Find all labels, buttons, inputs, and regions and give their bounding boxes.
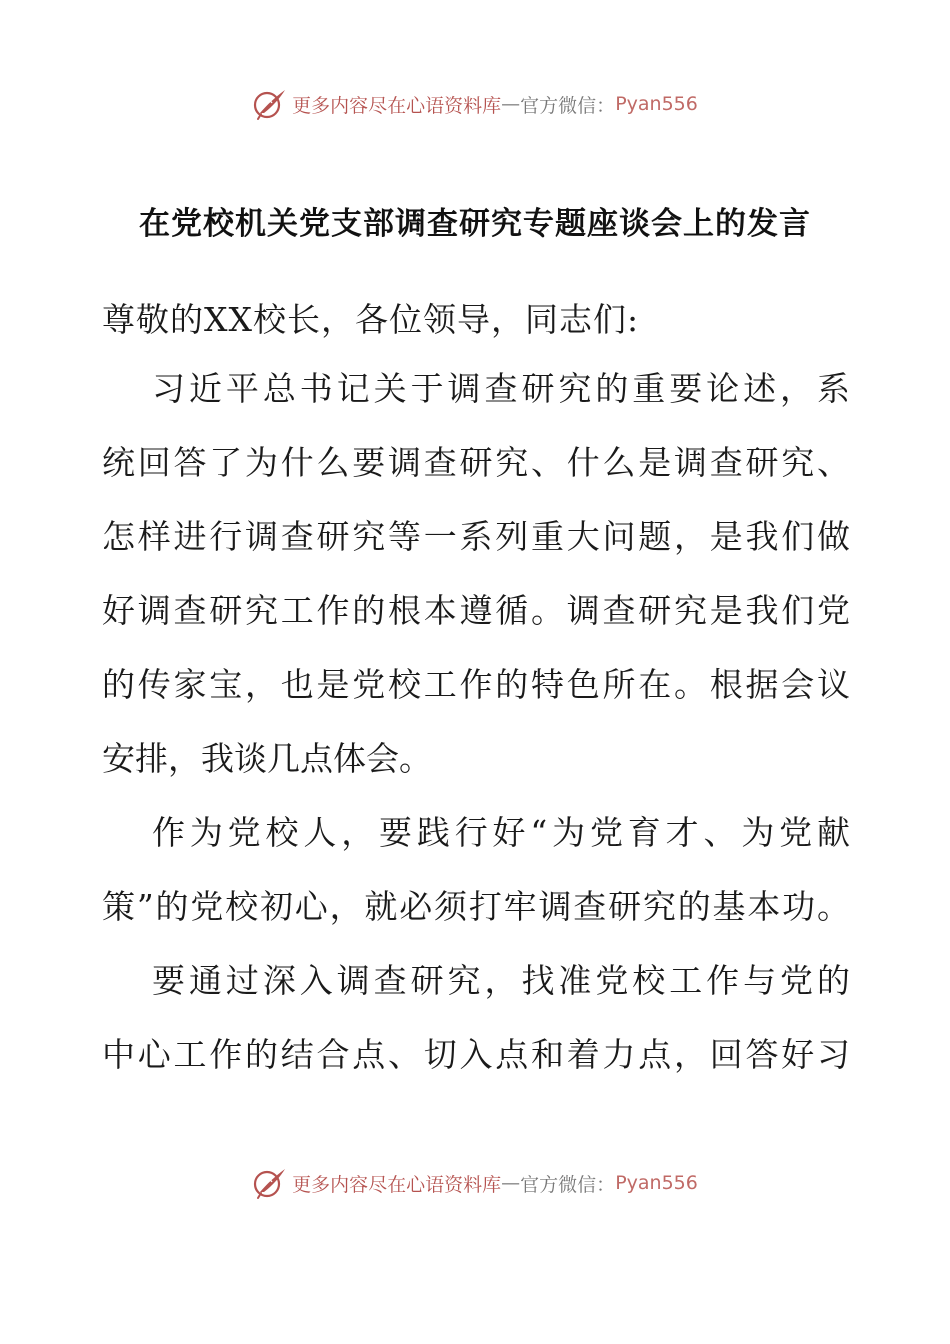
header-banner — [0, 82, 950, 126]
document-title: 在党校机关党支部调查研究专题座谈会上的发言 — [139, 206, 811, 242]
footer-banner — [0, 1161, 950, 1205]
banner-text: 更多内容尽在心语资料库 — [292, 1173, 502, 1196]
header-banner-content — [252, 82, 698, 126]
document-body — [102, 352, 850, 1092]
body-line: 好调查研究工作的根本遵循。调查研究是我们党 — [102, 591, 850, 630]
banner-wechat-id: Pyan556 — [615, 93, 698, 115]
banner-wechat-id: Pyan556 — [615, 1172, 698, 1194]
banner-label: 官方微信： — [520, 94, 616, 117]
body-line: 要通过深入调查研究，找准党校工作与党的 — [152, 961, 850, 1000]
quill-pen-logo-icon — [252, 86, 288, 122]
body-line: 习近平总书记关于调查研究的重要论述，系 — [152, 369, 850, 408]
body-line: 的传家宝，也是党校工作的特色所在。根据会议 — [102, 665, 850, 704]
body-line: 作为党校人，要践行好“为党育才、为党献 — [152, 813, 850, 852]
quill-pen-logo-icon — [252, 1165, 288, 1201]
footer-banner-content — [252, 1161, 698, 1205]
body-line: 怎样进行调查研究等一系列重大问题，是我们做 — [102, 517, 850, 556]
banner-text: 更多内容尽在心语资料库 — [292, 94, 502, 117]
body-line: 中心工作的结合点、切入点和着力点，回答好习 — [102, 1035, 850, 1074]
body-line: 策”的党校初心，就必须打牢调查研究的基本功。 — [102, 887, 850, 926]
body-line: 安排，我谈几点体会。 — [102, 739, 432, 778]
salutation: 尊敬的XX校长，各位领导，同志们: — [102, 300, 640, 339]
banner-label: 官方微信： — [520, 1173, 616, 1196]
body-line: 统回答了为什么要调查研究、什么是调查研究、 — [102, 443, 850, 482]
banner-dash: — — [501, 93, 521, 115]
banner-dash: — — [501, 1172, 521, 1194]
